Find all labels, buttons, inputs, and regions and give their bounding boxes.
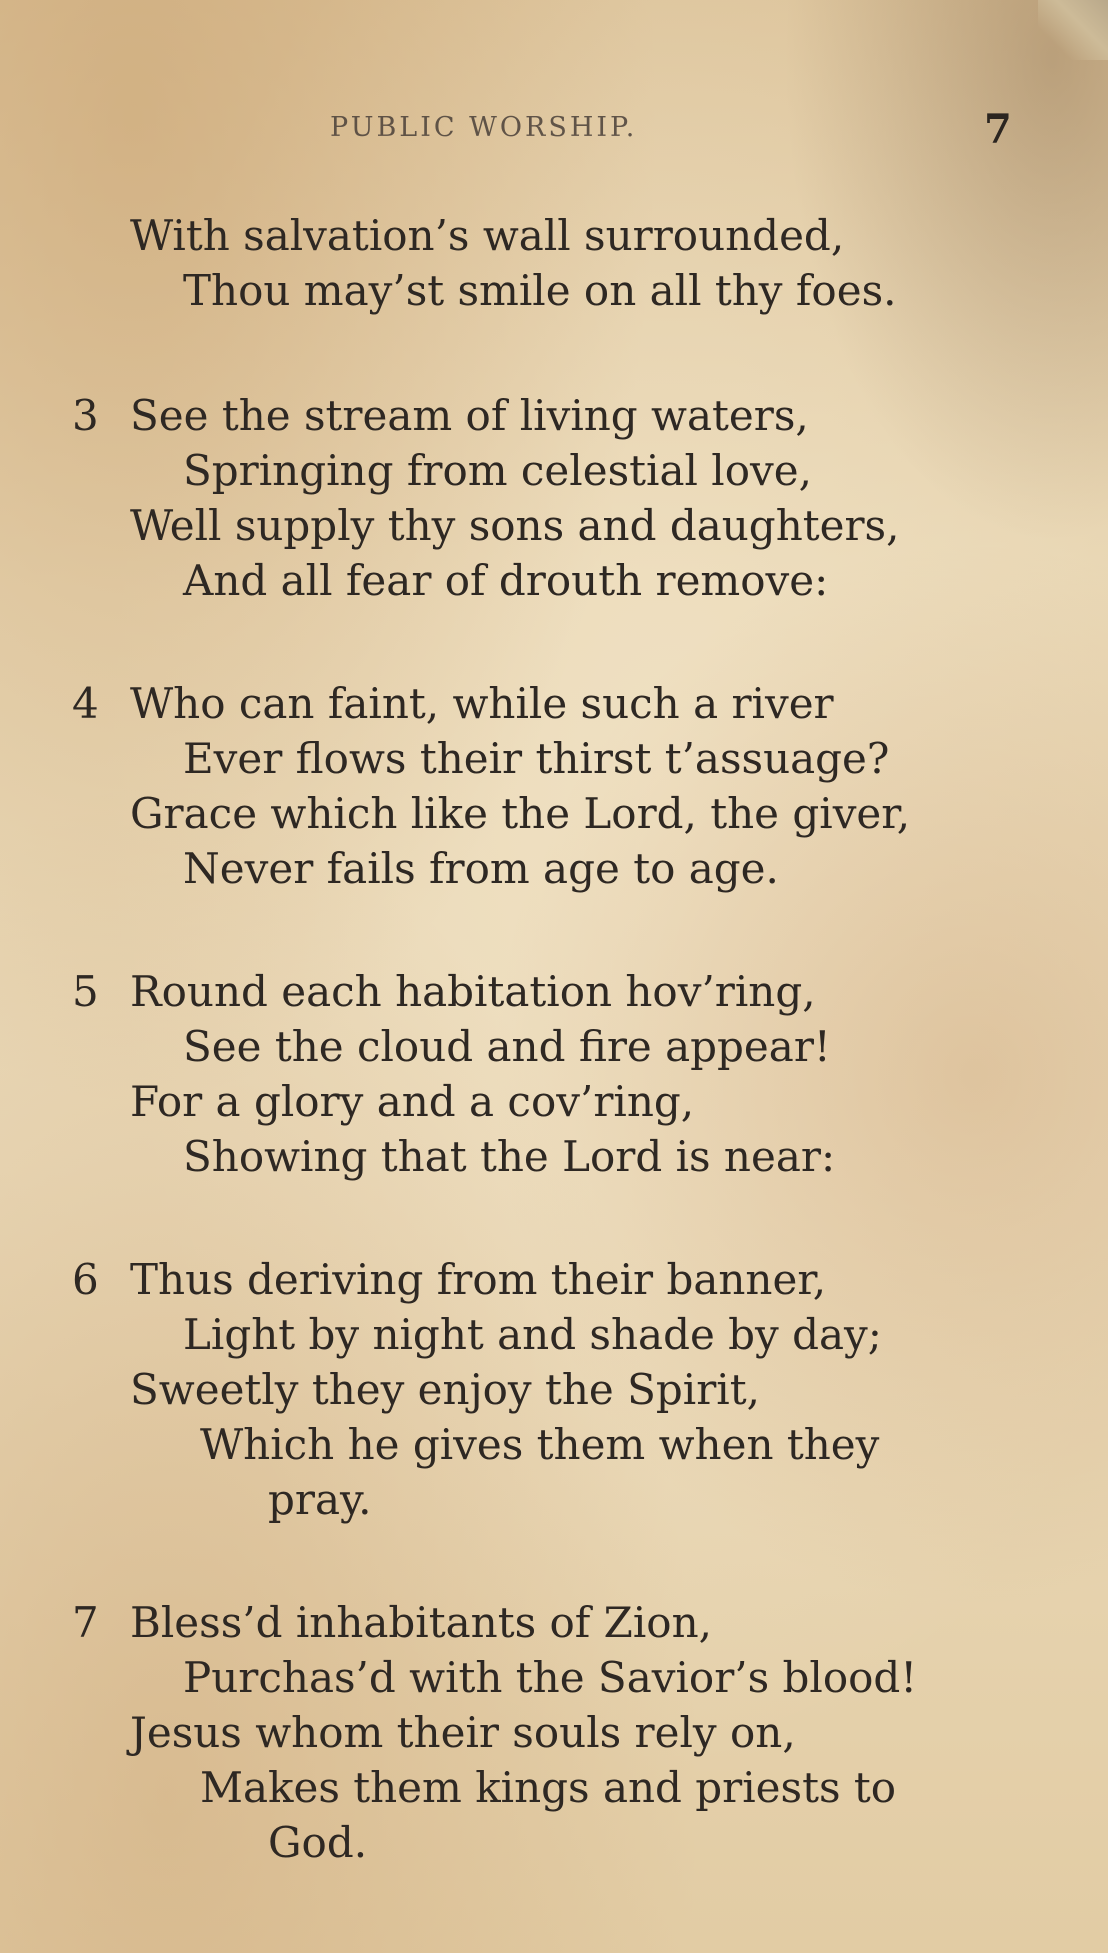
stanza-line: Thou may’st smile on all thy foes. bbox=[183, 266, 897, 315]
stanza-line: Thus deriving from their banner, bbox=[130, 1255, 827, 1304]
page-number: 7 bbox=[984, 106, 1012, 153]
stanza-line: Bless’d inhabitants of Zion, bbox=[130, 1598, 712, 1647]
stanza-line: See the cloud and fire appear! bbox=[183, 1022, 831, 1071]
stanza-number: 3 bbox=[72, 391, 99, 440]
page-corner-fold bbox=[1038, 0, 1108, 60]
stanza-line: God. bbox=[268, 1818, 368, 1867]
stanza-line: Sweetly they enjoy the Spirit, bbox=[130, 1365, 760, 1414]
stanza-number: 5 bbox=[72, 967, 99, 1016]
stanza-line: Ever flows their thirst t’assuage? bbox=[183, 734, 890, 783]
stanza-line: For a glory and a cov’ring, bbox=[130, 1077, 695, 1126]
stanza-line: Round each habitation hov’ring, bbox=[130, 967, 816, 1016]
running-head-title: PUBLIC WORSHIP. bbox=[330, 112, 638, 143]
stanza-line: Springing from celestial love, bbox=[183, 446, 812, 495]
stanza-line: Light by night and shade by day; bbox=[183, 1310, 882, 1359]
stanza-line: Makes them kings and priests to bbox=[200, 1763, 897, 1812]
stanza-line: Purchas’d with the Savior’s blood! bbox=[183, 1653, 918, 1702]
stanza-line: Showing that the Lord is near: bbox=[183, 1132, 836, 1181]
running-head bbox=[0, 106, 1108, 153]
stanza-line: And all fear of drouth remove: bbox=[183, 556, 829, 605]
stanza-number: 7 bbox=[72, 1598, 99, 1647]
stanza-line: Which he gives them when they bbox=[200, 1420, 880, 1469]
stanza-line: Grace which like the Lord, the giver, bbox=[130, 789, 911, 838]
stanza-line: pray. bbox=[268, 1475, 372, 1524]
stanza-line: With salvation’s wall surrounded, bbox=[130, 211, 845, 260]
stanza-line: Never fails from age to age. bbox=[183, 844, 779, 893]
stanza-line: Jesus whom their souls rely on, bbox=[130, 1708, 796, 1757]
stanza-line: Well supply thy sons and daughters, bbox=[130, 501, 900, 550]
stanza-number: 4 bbox=[72, 679, 99, 728]
stanza-line: Who can faint, while such a river bbox=[130, 679, 834, 728]
stanza-number: 6 bbox=[72, 1255, 99, 1304]
stanza-line: See the stream of living waters, bbox=[130, 391, 809, 440]
